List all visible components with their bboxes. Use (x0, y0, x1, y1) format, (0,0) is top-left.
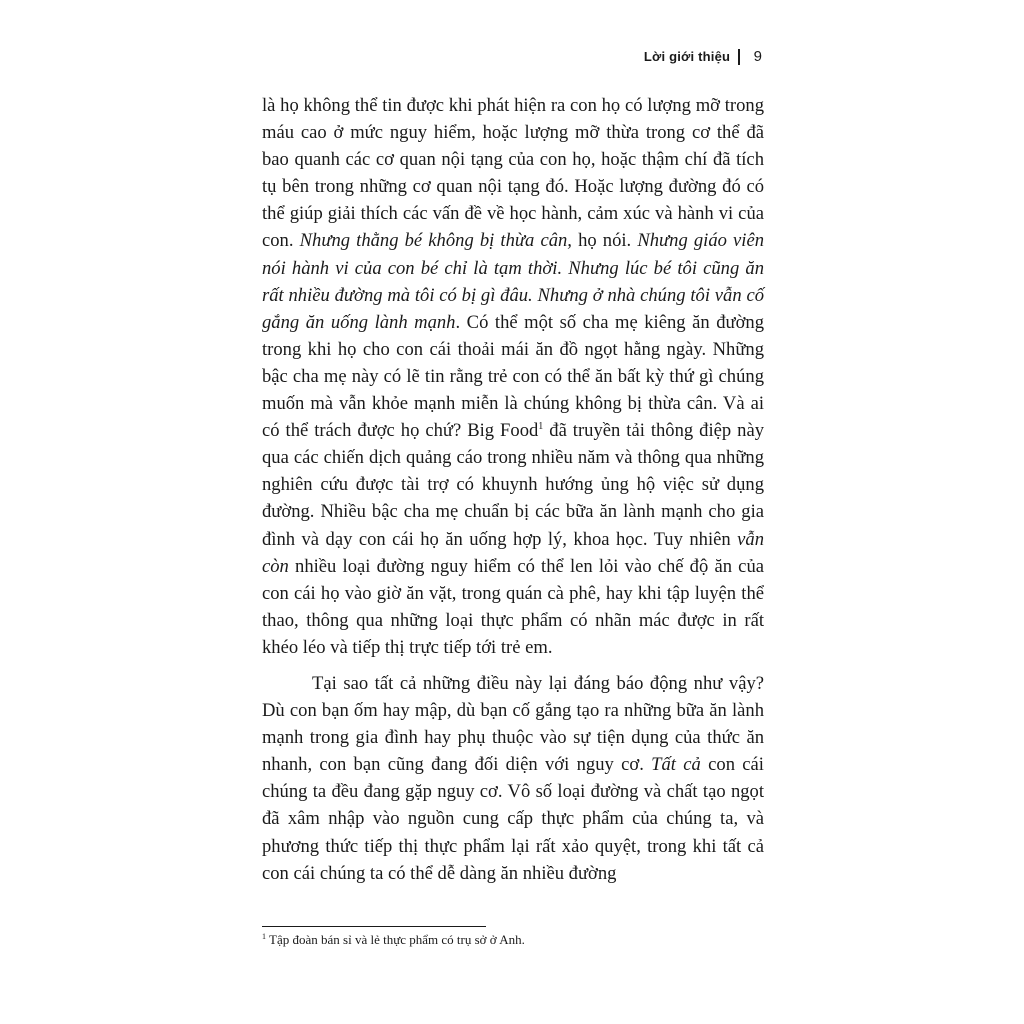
p1-text-4: đã truyền tải thông điệp này qua các chiến dịch quảng cáo trong nhiều năm và thông qua những nghiên cứu được tài trợ có khuynh hướng ủng hộ việc sử dụng đường. Nhiều bậc cha mẹ chuẩn bị các bữa ăn lành mạnh cho gia đình và dạy con cái họ ăn uống hợp lý, khoa học. Tuy nhiên (262, 420, 765, 550)
p1-text-1: là họ không thể tin được khi phát hiện ra con họ có lượng mỡ trong máu cao ở mức nguy hiểm, hoặc lượng mỡ thừa trong cơ thể đã bao quanh các cơ quan nội tạng của con họ, hoặc thậm chí đã tích tụ bên trong những cơ quan nội tạng đó. Hoặc lượng đường đó có thể giúp giải thích các vấn đề về học hành, cảm xúc và hành vi của con. (262, 95, 764, 252)
footnote (262, 932, 525, 948)
p1-text-5: nhiều loại đường nguy hiểm có thể len lỏi vào chế độ ăn của con cái họ vào giờ ăn vặt, trong quán cà phê, hay khi tập luyện thể thao, thông qua những loại thực phẩm có nhãn mác được in rất khéo léo và tiếp thị trực tiếp tới trẻ em. (262, 555, 764, 658)
p1-text-3: . Có thể một số cha mẹ kiêng ăn đường trong khi họ cho con cái thoải mái ăn đồ ngọt hằng ngày. Những bậc cha mẹ này có lẽ tin rằng trẻ con có thể ăn bất kỳ thứ gì chúng muốn mà vẫn khỏe mạnh miễn là chúng không bị thừa cân. Và ai có thể trách được họ chứ? Big Food (262, 311, 764, 442)
header-divider (738, 49, 740, 65)
p1-text-2: họ nói. (578, 230, 632, 252)
p1-italic-3: vẫn còn (262, 528, 764, 577)
body-text (262, 92, 764, 887)
footnote-text: Tập đoàn bán sỉ và lẻ thực phẩm có trụ sở ở Anh. (269, 932, 525, 947)
p2-text-2: con cái chúng ta đều đang gặp nguy cơ. Vô số loại đường và chất tạo ngọt đã xâm nhập vào nguồn cung cấp thực phẩm của chúng ta, và phương thức tiếp thị thực phẩm lại rất xảo quyệt, trong khi tất cả con cái chúng ta có thể dễ dàng ăn nhiều đường (262, 754, 764, 884)
paragraph-2 (262, 670, 764, 887)
footnote-divider (262, 926, 486, 927)
p1-italic-2: Nhưng giáo viên nói hành vi của con bé chỉ là tạm thời. Nhưng lúc bé tôi cũng ăn rất nhiều đường mà tôi có bị gì đâu. Nhưng ở nhà chúng tôi vẫn cố gắng ăn uống lành mạnh (262, 230, 765, 333)
p2-italic-1: Tất cả (651, 754, 701, 776)
footnote-reference: 1 (538, 421, 544, 433)
p1-italic-1: Nhưng thằng bé không bị thừa cân, (299, 230, 572, 252)
p2-text-1: Tại sao tất cả những điều này lại đáng báo động như vậy? Dù con bạn ốm hay mập, dù bạn cố gắng tạo ra những bữa ăn lành mạnh trong gia đình hay phụ thuộc vào sự tiện dụng của thức ăn nhanh, con bạn cũng đang đối diện với nguy cơ. (262, 672, 764, 776)
paragraph-1 (262, 92, 764, 661)
running-header (644, 48, 762, 65)
page-number: 9 (753, 48, 762, 65)
footnote-marker: 1 (262, 932, 266, 941)
chapter-title: Lời giới thiệu (643, 49, 731, 64)
